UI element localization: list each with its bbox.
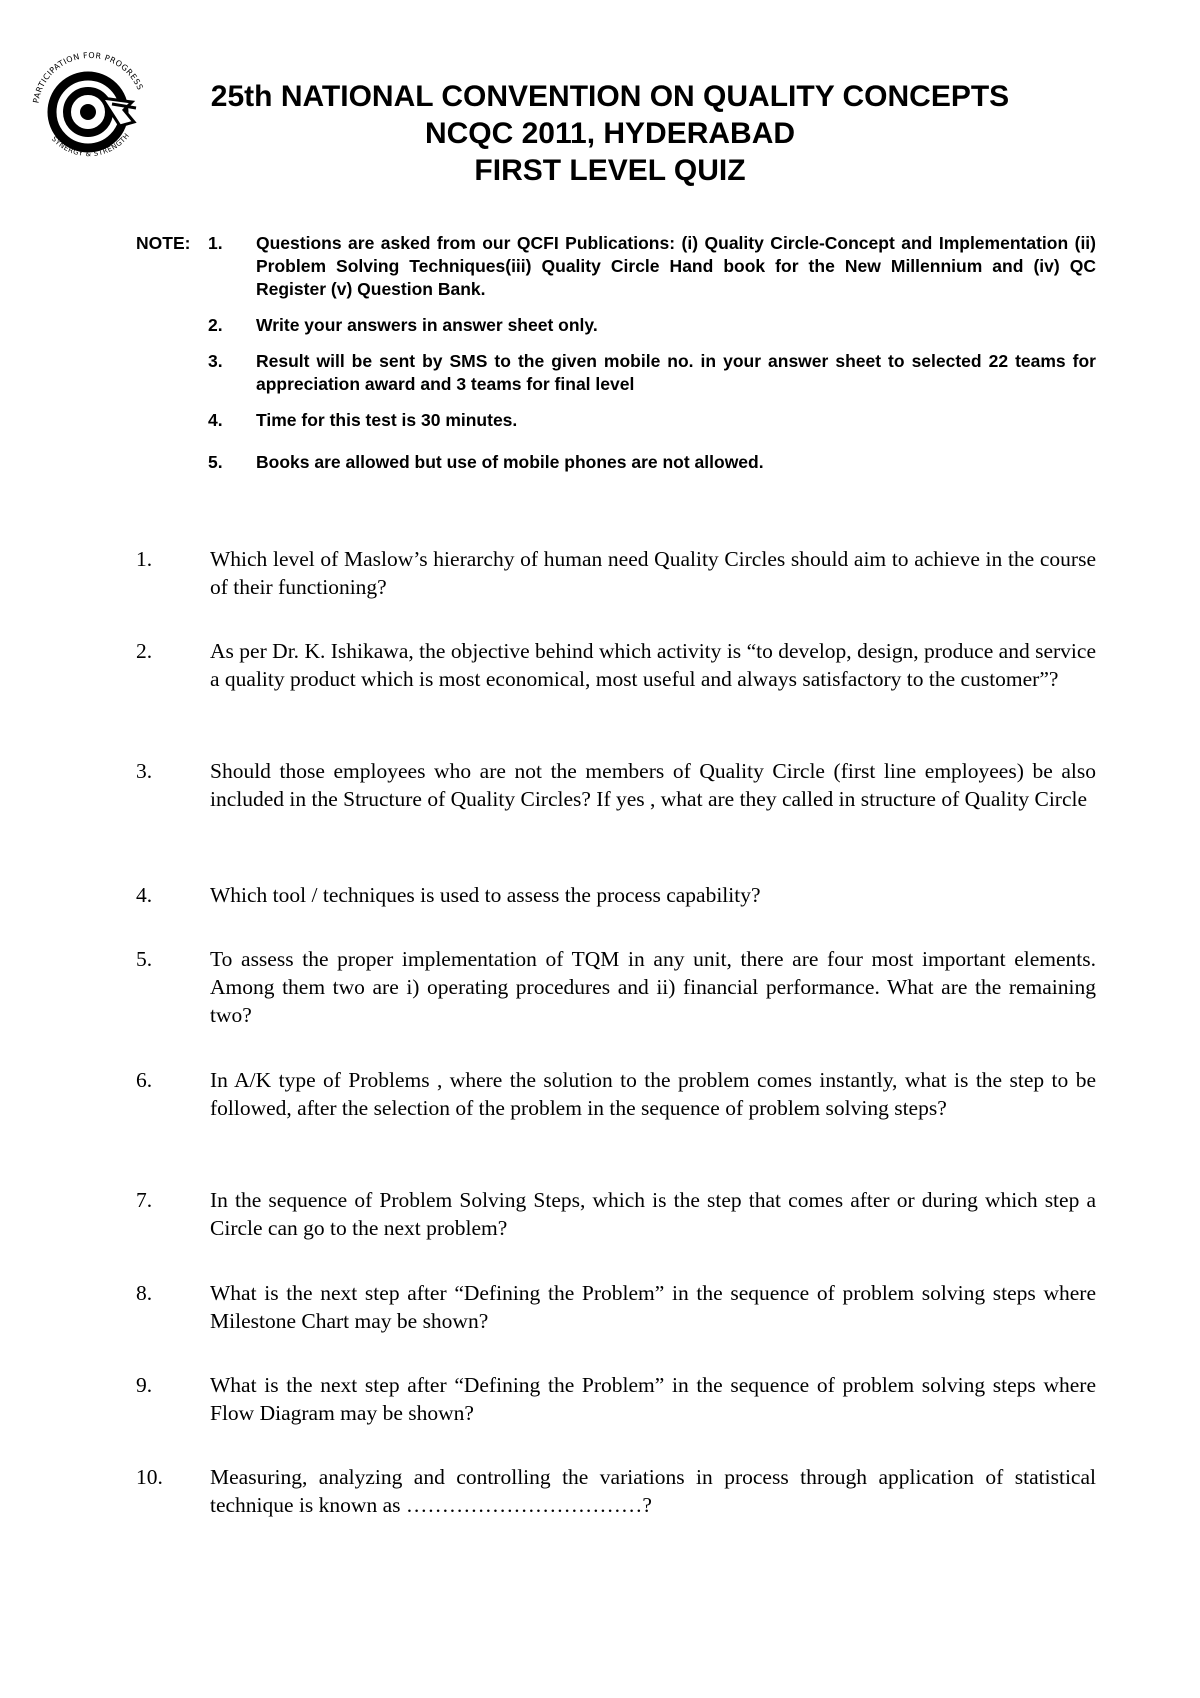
question-number: 1. bbox=[136, 547, 153, 571]
question-item bbox=[136, 757, 1096, 813]
note-text: Result will be sent by SMS to the given mobile no. in your answer sheet to selected 22 teams for appreciation award and 3 teams for final level bbox=[256, 351, 1096, 394]
question-item bbox=[136, 1186, 1096, 1242]
note-number: 4. bbox=[208, 410, 223, 430]
question-text: In the sequence of Problem Solving Steps, which is the step that comes after or during which step a Circle can go to the next problem? bbox=[210, 1188, 1096, 1240]
logo-top-text: PARTICIPATION FOR PROGRESS bbox=[31, 50, 145, 104]
question-item bbox=[136, 1279, 1096, 1335]
question-item bbox=[136, 1463, 1096, 1519]
note-number: 2. bbox=[208, 315, 223, 335]
question-item bbox=[136, 881, 1096, 909]
question-item bbox=[136, 1066, 1096, 1122]
note-number: 1. bbox=[208, 233, 223, 253]
question-number: 6. bbox=[136, 1068, 153, 1092]
question-item bbox=[136, 945, 1096, 1029]
note-text: Write your answers in answer sheet only. bbox=[256, 315, 598, 335]
question-text: Which tool / techniques is used to assess the process capability? bbox=[210, 883, 761, 907]
question-text: In A/K type of Problems , where the solution to the problem comes instantly, what is the step to be followed, after the selection of the problem in the sequence of problem solving steps? bbox=[210, 1068, 1096, 1120]
note-item bbox=[136, 350, 1096, 396]
question-text: As per Dr. K. Ishikawa, the objective behind which activity is “to develop, design, produce and service a quality product which is most economical, most useful and always satisfactory to the customer”? bbox=[210, 639, 1096, 691]
note-number: 3. bbox=[208, 351, 223, 371]
logo-bottom-text: SYNERGY & STRENGTH bbox=[49, 131, 132, 159]
question-text: Which level of Maslow’s hierarchy of human need Quality Circles should aim to achieve in the course of their functioning? bbox=[210, 547, 1096, 599]
question-number: 4. bbox=[136, 883, 153, 907]
question-text: Measuring, analyzing and controlling the variations in process through application of statistical technique is known as ……………………………? bbox=[210, 1465, 1096, 1517]
document-header bbox=[150, 78, 1070, 189]
question-number: 7. bbox=[136, 1188, 153, 1212]
instructions-notes bbox=[136, 232, 1096, 474]
question-text: Should those employees who are not the members of Quality Circle (first line employees) be also included in the Structure of Quality Circles? If yes , what are they called in structure of Quality Circle bbox=[210, 759, 1096, 811]
title-quiz-level: FIRST LEVEL QUIZ bbox=[474, 154, 746, 187]
note-item bbox=[136, 409, 1096, 432]
note-label: NOTE: bbox=[136, 233, 191, 253]
question-item bbox=[136, 1371, 1096, 1427]
note-text: Time for this test is 30 minutes. bbox=[256, 410, 518, 430]
note-text: Books are allowed but use of mobile phones are not allowed. bbox=[256, 452, 764, 472]
question-text: To assess the proper implementation of TQM in any unit, there are four most important elements. Among them two are i) operating procedures and ii) financial performance. What are the remaining two? bbox=[210, 947, 1096, 1027]
note-text: Questions are asked from our QCFI Publications: (i) Quality Circle-Concept and Implementation (ii) Problem Solving Techniques(iii) Quality Circle Hand book for the New Millennium and (iv) QC Register (v) Question Bank. bbox=[256, 233, 1096, 299]
question-number: 3. bbox=[136, 759, 153, 783]
qcfi-logo bbox=[24, 44, 154, 164]
question-number: 5. bbox=[136, 947, 153, 971]
question-text: What is the next step after “Defining the Problem” in the sequence of problem solving steps where Milestone Chart may be shown? bbox=[210, 1281, 1096, 1333]
note-item bbox=[136, 232, 1096, 301]
note-item bbox=[136, 451, 1096, 474]
question-item bbox=[136, 545, 1096, 601]
note-number: 5. bbox=[208, 452, 223, 472]
question-text: What is the next step after “Defining the Problem” in the sequence of problem solving steps where Flow Diagram may be shown? bbox=[210, 1373, 1096, 1425]
question-number: 9. bbox=[136, 1373, 153, 1397]
question-number: 8. bbox=[136, 1281, 153, 1305]
note-item bbox=[136, 314, 1096, 337]
title-event: NCQC 2011, HYDERABAD bbox=[424, 117, 796, 150]
title-convention: 25th NATIONAL CONVENTION ON QUALITY CONCEPTS bbox=[210, 80, 1010, 113]
question-number: 2. bbox=[136, 639, 153, 663]
question-item bbox=[136, 637, 1096, 693]
question-number: 10. bbox=[136, 1465, 163, 1489]
